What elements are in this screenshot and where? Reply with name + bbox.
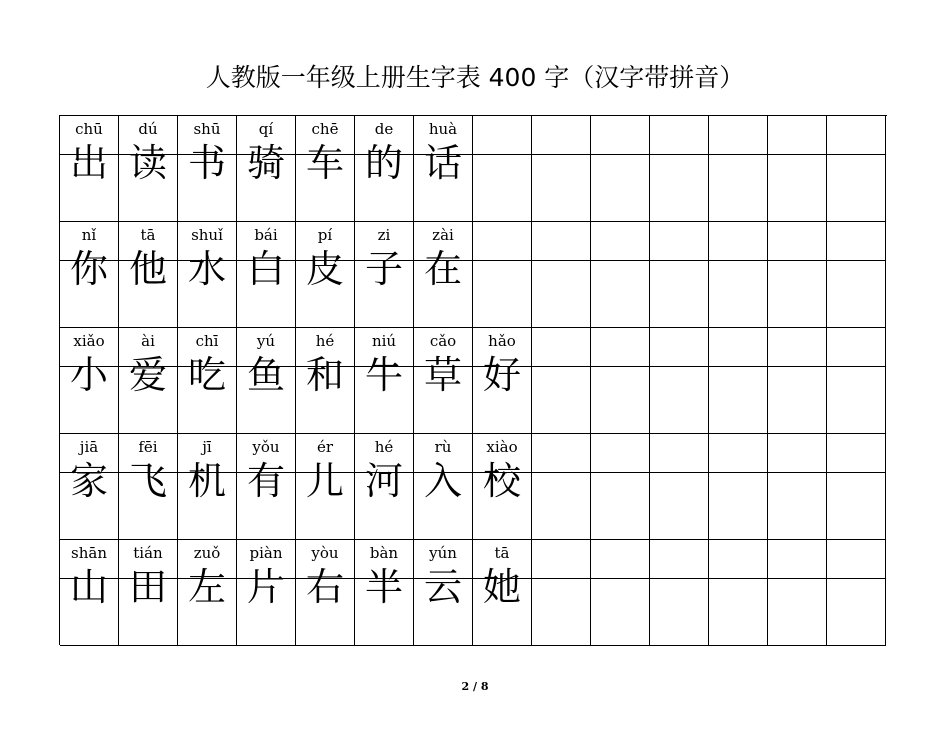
grid-cell: [414, 222, 473, 328]
grid-cell: [532, 116, 591, 222]
grid-cell: [650, 116, 709, 222]
grid-cell: [119, 434, 178, 540]
hanzi-character: 田: [128, 565, 167, 609]
grid-cell: [296, 116, 355, 222]
grid-row: [60, 540, 887, 646]
grid-cell: [473, 116, 532, 222]
page-number: 2 / 8: [461, 680, 489, 693]
hanzi-character: 你: [69, 247, 108, 291]
grid-cell: [827, 540, 886, 646]
grid-cell: [60, 434, 119, 540]
grid-cell: [650, 222, 709, 328]
grid-cell: [414, 540, 473, 646]
grid-cell: [827, 222, 886, 328]
hanzi-character: 草: [423, 353, 462, 397]
cell-guide-line: [473, 260, 531, 261]
pinyin-label: chū: [75, 120, 103, 138]
pinyin-label: jiā: [79, 438, 99, 456]
grid-cell: [414, 328, 473, 434]
grid-cell: [60, 222, 119, 328]
grid-cell: [650, 328, 709, 434]
pinyin-label: tā: [140, 226, 156, 244]
cell-guide-line: [591, 366, 649, 367]
cell-guide-line: [827, 366, 885, 367]
pinyin-label: tā: [494, 544, 510, 562]
grid-cell: [296, 540, 355, 646]
pinyin-label: shān: [71, 544, 107, 562]
hanzi-character: 半: [364, 565, 403, 609]
grid-cell: [473, 434, 532, 540]
cell-guide-line: [709, 154, 767, 155]
cell-guide-line: [827, 472, 885, 473]
hanzi-character: 她: [482, 565, 521, 609]
pinyin-label: de: [374, 120, 394, 138]
grid-cell: [296, 222, 355, 328]
pinyin-label: yún: [429, 544, 457, 562]
grid-cell: [768, 540, 827, 646]
pinyin-label: chī: [195, 332, 219, 350]
hanzi-character: 山: [69, 565, 108, 609]
hanzi-character: 牛: [364, 353, 403, 397]
grid-cell: [532, 328, 591, 434]
pinyin-label: tián: [133, 544, 163, 562]
hanzi-character: 在: [423, 247, 462, 291]
pinyin-label: shū: [193, 120, 221, 138]
cell-guide-line: [709, 366, 767, 367]
grid-cell: [827, 116, 886, 222]
grid-cell: [591, 328, 650, 434]
pinyin-label: hé: [374, 438, 394, 456]
pinyin-label: yú: [256, 332, 276, 350]
grid-cell: [414, 434, 473, 540]
cell-guide-line: [768, 260, 826, 261]
hanzi-character: 和: [305, 353, 344, 397]
grid-cell: [355, 222, 414, 328]
pinyin-label: zuǒ: [193, 544, 221, 562]
cell-guide-line: [473, 154, 531, 155]
cell-guide-line: [827, 578, 885, 579]
cell-guide-line: [532, 578, 590, 579]
hanzi-character: 车: [305, 141, 344, 185]
cell-guide-line: [532, 472, 590, 473]
grid-cell: [60, 540, 119, 646]
pinyin-label: fēi: [138, 438, 158, 456]
grid-cell: [768, 116, 827, 222]
cell-guide-line: [650, 260, 708, 261]
pinyin-label: pí: [317, 226, 333, 244]
page-title: 人教版一年级上册生字表 400 字（汉字带拼音）: [205, 63, 745, 92]
grid-cell: [237, 116, 296, 222]
hanzi-character: 出: [69, 141, 108, 185]
hanzi-character: 云: [423, 565, 462, 609]
grid-cell: [119, 328, 178, 434]
hanzi-character: 左: [187, 565, 226, 609]
pinyin-label: bái: [254, 226, 278, 244]
grid-cell: [60, 328, 119, 434]
pinyin-label: cǎo: [429, 332, 457, 350]
grid-cell: [178, 222, 237, 328]
grid-cell: [709, 116, 768, 222]
cell-guide-line: [650, 366, 708, 367]
grid-cell: [591, 434, 650, 540]
grid-cell: [178, 540, 237, 646]
pinyin-label: niú: [371, 332, 397, 350]
pinyin-label: nǐ: [81, 226, 97, 244]
cell-guide-line: [650, 578, 708, 579]
grid-cell: [355, 328, 414, 434]
grid-cell: [532, 434, 591, 540]
grid-row: [60, 328, 887, 434]
hanzi-character: 右: [305, 565, 344, 609]
pinyin-label: hé: [315, 332, 335, 350]
hanzi-character: 的: [364, 141, 403, 185]
cell-guide-line: [650, 472, 708, 473]
pinyin-label: chē: [311, 120, 339, 138]
hanzi-character: 鱼: [246, 353, 285, 397]
hanzi-character: 儿: [305, 459, 344, 503]
grid-cell: [768, 222, 827, 328]
hanzi-character: 他: [128, 247, 167, 291]
hanzi-character: 好: [482, 353, 521, 397]
pinyin-label: shuǐ: [191, 226, 223, 244]
hanzi-character: 骑: [246, 141, 285, 185]
pinyin-label: ài: [141, 332, 155, 350]
cell-guide-line: [709, 472, 767, 473]
hanzi-character: 河: [364, 459, 403, 503]
pinyin-label: zi: [377, 226, 391, 244]
cell-guide-line: [709, 578, 767, 579]
pinyin-label: xiǎo: [73, 332, 105, 350]
grid-cell: [296, 328, 355, 434]
hanzi-character: 子: [364, 247, 403, 291]
hanzi-character: 飞: [128, 459, 167, 503]
cell-guide-line: [650, 154, 708, 155]
grid-cell: [709, 328, 768, 434]
cell-guide-line: [591, 578, 649, 579]
pinyin-label: rù: [434, 438, 452, 456]
grid-row: [60, 434, 887, 540]
hanzi-character: 家: [69, 459, 108, 503]
grid-cell: [650, 540, 709, 646]
grid-row: [60, 222, 887, 328]
cell-guide-line: [827, 260, 885, 261]
hanzi-character: 皮: [305, 247, 344, 291]
pinyin-label: huà: [428, 120, 458, 138]
grid-cell: [178, 116, 237, 222]
pinyin-label: zài: [432, 226, 454, 244]
grid-cell: [473, 328, 532, 434]
grid-cell: [709, 540, 768, 646]
cell-guide-line: [591, 472, 649, 473]
grid-cell: [768, 434, 827, 540]
cell-guide-line: [591, 154, 649, 155]
character-grid: [59, 115, 887, 645]
grid-cell: [473, 540, 532, 646]
grid-cell: [237, 328, 296, 434]
cell-guide-line: [768, 578, 826, 579]
grid-cell: [532, 222, 591, 328]
hanzi-character: 校: [482, 459, 521, 503]
grid-cell: [709, 434, 768, 540]
grid-cell: [591, 116, 650, 222]
grid-cell: [178, 434, 237, 540]
pinyin-label: bàn: [369, 544, 399, 562]
hanzi-character: 话: [423, 141, 462, 185]
grid-cell: [473, 222, 532, 328]
grid-cell: [591, 540, 650, 646]
grid-cell: [119, 116, 178, 222]
cell-guide-line: [532, 154, 590, 155]
pinyin-label: yòu: [311, 544, 339, 562]
grid-cell: [296, 434, 355, 540]
grid-cell: [532, 540, 591, 646]
hanzi-character: 读: [128, 141, 167, 185]
pinyin-label: jī: [202, 438, 212, 456]
grid-cell: [178, 328, 237, 434]
grid-cell: [591, 222, 650, 328]
cell-guide-line: [768, 472, 826, 473]
pinyin-label: ér: [316, 438, 334, 456]
hanzi-character: 机: [187, 459, 226, 503]
grid-cell: [355, 540, 414, 646]
pinyin-label: yǒu: [252, 438, 280, 456]
cell-guide-line: [532, 366, 590, 367]
grid-cell: [355, 434, 414, 540]
hanzi-character: 书: [187, 141, 226, 185]
hanzi-character: 吃: [187, 353, 226, 397]
hanzi-character: 白: [246, 247, 285, 291]
grid-cell: [237, 434, 296, 540]
grid-cell: [237, 222, 296, 328]
grid-row: [60, 116, 887, 222]
grid-cell: [355, 116, 414, 222]
grid-cell: [709, 222, 768, 328]
hanzi-character: 有: [246, 459, 285, 503]
pinyin-label: xiào: [486, 438, 518, 456]
cell-guide-line: [827, 154, 885, 155]
grid-cell: [119, 222, 178, 328]
hanzi-character: 入: [423, 459, 462, 503]
pinyin-label: hǎo: [488, 332, 516, 350]
grid-cell: [237, 540, 296, 646]
pinyin-label: qí: [258, 120, 274, 138]
grid-cell: [768, 328, 827, 434]
hanzi-character: 爱: [128, 353, 167, 397]
cell-guide-line: [532, 260, 590, 261]
pinyin-label: piàn: [249, 544, 283, 562]
grid-cell: [414, 116, 473, 222]
grid-cell: [827, 328, 886, 434]
cell-guide-line: [709, 260, 767, 261]
cell-guide-line: [768, 366, 826, 367]
grid-cell: [119, 540, 178, 646]
pinyin-label: dú: [138, 120, 158, 138]
cell-guide-line: [591, 260, 649, 261]
grid-cell: [60, 116, 119, 222]
hanzi-character: 水: [187, 247, 226, 291]
hanzi-character: 片: [246, 565, 285, 609]
cell-guide-line: [768, 154, 826, 155]
grid-cell: [827, 434, 886, 540]
hanzi-character: 小: [69, 353, 108, 397]
grid-cell: [650, 434, 709, 540]
